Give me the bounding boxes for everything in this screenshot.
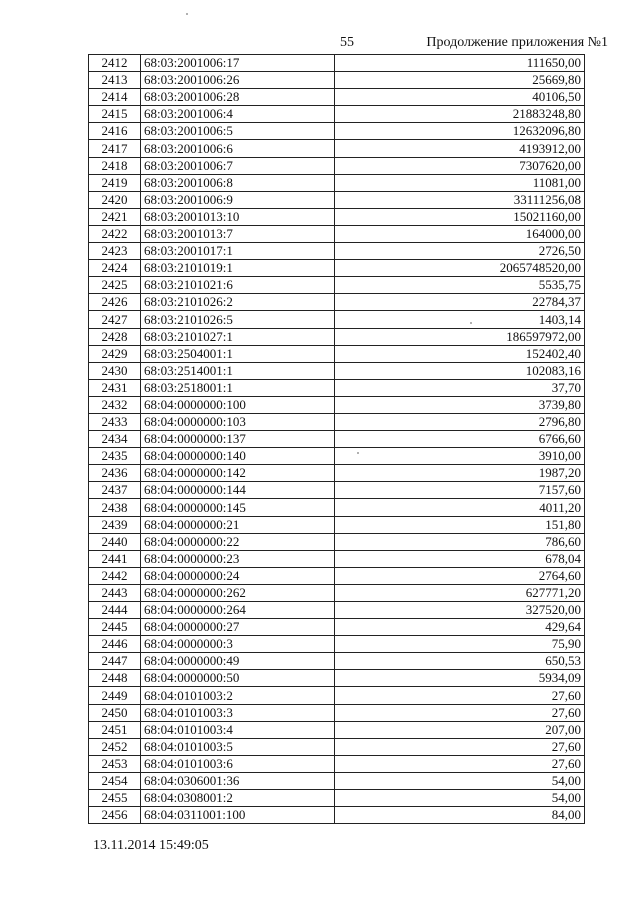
cadastral-value-cell: 11081,00 [335,174,585,191]
table-row [89,619,585,636]
row-number-cell: 2431 [89,379,141,396]
table-row [89,413,585,430]
row-number-cell: 2453 [89,755,141,772]
cadastral-number-cell: 68:04:0000000:137 [141,431,335,448]
table-row [89,174,585,191]
cadastral-value-cell: 2065748520,00 [335,260,585,277]
cadastral-number-cell: 68:04:0101003:6 [141,755,335,772]
cadastral-value-cell: 12632096,80 [335,123,585,140]
cadastral-number-cell: 68:03:2001006:8 [141,174,335,191]
cadastral-number-cell: 68:03:2001013:10 [141,208,335,225]
row-number-cell: 2439 [89,516,141,533]
table-row [89,208,585,225]
cadastral-value-cell: 54,00 [335,772,585,789]
table-row [89,328,585,345]
table-row [89,670,585,687]
cadastral-value-cell: 75,90 [335,636,585,653]
cadastral-value-cell: 4193912,00 [335,140,585,157]
table-row [89,584,585,601]
cadastral-value-cell: 151,80 [335,516,585,533]
row-number-cell: 2420 [89,191,141,208]
cadastral-value-cell: 37,70 [335,379,585,396]
table-row [89,636,585,653]
table-row [89,294,585,311]
row-number-cell: 2448 [89,670,141,687]
row-number-cell: 2423 [89,243,141,260]
table-row [89,772,585,789]
row-number-cell: 2441 [89,550,141,567]
row-number-cell: 2435 [89,448,141,465]
cadastral-number-cell: 68:04:0000000:49 [141,653,335,670]
cadastral-value-cell: 2796,80 [335,413,585,430]
row-number-cell: 2428 [89,328,141,345]
table-row [89,277,585,294]
row-number-cell: 2452 [89,738,141,755]
cadastral-number-cell: 68:04:0101003:2 [141,687,335,704]
table-row [89,738,585,755]
row-number-cell: 2419 [89,174,141,191]
cadastral-value-cell: 84,00 [335,807,585,824]
cadastral-number-cell: 68:04:0000000:24 [141,567,335,584]
cadastral-number-cell: 68:04:0101003:4 [141,721,335,738]
page-number: 55 [340,35,354,50]
row-number-cell: 2429 [89,345,141,362]
table-row [89,379,585,396]
row-number-cell: 2425 [89,277,141,294]
cadastral-value-cell: 164000,00 [335,225,585,242]
cadastral-value-cell: 22784,37 [335,294,585,311]
table-row [89,567,585,584]
cadastral-number-cell: 68:04:0000000:50 [141,670,335,687]
cadastral-number-cell: 68:04:0000000:262 [141,584,335,601]
row-number-cell: 2418 [89,157,141,174]
cadastral-number-cell: 68:04:0000000:23 [141,550,335,567]
cadastral-value-cell: 3910,00 [335,448,585,465]
cadastral-value-cell: 152402,40 [335,345,585,362]
appendix-title: Продолжение приложения №1 [426,35,608,50]
cadastral-number-cell: 68:04:0000000:27 [141,619,335,636]
table-row [89,704,585,721]
cadastral-value-cell: 429,64 [335,619,585,636]
cadastral-value-cell: 27,60 [335,687,585,704]
row-number-cell: 2415 [89,106,141,123]
row-number-cell: 2455 [89,790,141,807]
table-row [89,465,585,482]
row-number-cell: 2430 [89,362,141,379]
row-number-cell: 2421 [89,208,141,225]
cadastral-number-cell: 68:03:2001017:1 [141,243,335,260]
table-row [89,311,585,328]
row-number-cell: 2444 [89,602,141,619]
cadastral-value-cell: 1987,20 [335,465,585,482]
table-row [89,89,585,106]
cadastral-number-cell: 68:03:2101026:2 [141,294,335,311]
cadastral-number-cell: 68:03:2001006:9 [141,191,335,208]
cadastral-number-cell: 68:04:0000000:21 [141,516,335,533]
cadastral-value-table [88,54,585,824]
cadastral-number-cell: 68:03:2001006:5 [141,123,335,140]
cadastral-number-cell: 68:04:0000000:145 [141,499,335,516]
cadastral-number-cell: 68:03:2001006:26 [141,72,335,89]
cadastral-value-cell: 5535,75 [335,277,585,294]
cadastral-value-cell: 650,53 [335,653,585,670]
cadastral-number-cell: 68:04:0000000:142 [141,465,335,482]
cadastral-number-cell: 68:03:2101026:5 [141,311,335,328]
row-number-cell: 2417 [89,140,141,157]
print-timestamp: 13.11.2014 15:49:05 [93,838,209,853]
table-row [89,123,585,140]
table-row [89,345,585,362]
cadastral-value-cell: 21883248,80 [335,106,585,123]
row-number-cell: 2434 [89,431,141,448]
table-row [89,225,585,242]
cadastral-value-cell: 27,60 [335,755,585,772]
row-number-cell: 2447 [89,653,141,670]
cadastral-value-cell: 2726,50 [335,243,585,260]
table-row [89,55,585,72]
cadastral-number-cell: 68:03:2504001:1 [141,345,335,362]
cadastral-number-cell: 68:04:0000000:264 [141,602,335,619]
cadastral-number-cell: 68:04:0000000:100 [141,396,335,413]
row-number-cell: 2416 [89,123,141,140]
cadastral-number-cell: 68:04:0311001:100 [141,807,335,824]
table-row [89,106,585,123]
row-number-cell: 2443 [89,584,141,601]
row-number-cell: 2456 [89,807,141,824]
row-number-cell: 2436 [89,465,141,482]
cadastral-value-cell: 1403,14 [335,311,585,328]
row-number-cell: 2437 [89,482,141,499]
cadastral-value-cell: 186597972,00 [335,328,585,345]
row-number-cell: 2445 [89,619,141,636]
table-row [89,602,585,619]
cadastral-number-cell: 68:04:0101003:5 [141,738,335,755]
table-row [89,653,585,670]
cadastral-value-cell: 2764,60 [335,567,585,584]
row-number-cell: 2433 [89,413,141,430]
cadastral-value-cell: 207,00 [335,721,585,738]
cadastral-value-cell: 5934,09 [335,670,585,687]
cadastral-value-cell: 27,60 [335,704,585,721]
table-row [89,191,585,208]
cadastral-number-cell: 68:04:0101003:3 [141,704,335,721]
table-row [89,243,585,260]
cadastral-value-cell: 27,60 [335,738,585,755]
row-number-cell: 2424 [89,260,141,277]
table-row [89,72,585,89]
cadastral-number-cell: 68:03:2001013:7 [141,225,335,242]
cadastral-value-cell: 678,04 [335,550,585,567]
table-row [89,431,585,448]
row-number-cell: 2427 [89,311,141,328]
cadastral-value-cell: 7307620,00 [335,157,585,174]
cadastral-value-cell: 7157,60 [335,482,585,499]
table-row [89,721,585,738]
row-number-cell: 2450 [89,704,141,721]
cadastral-number-cell: 68:04:0306001:36 [141,772,335,789]
cadastral-number-cell: 68:03:2101021:6 [141,277,335,294]
cadastral-value-cell: 3739,80 [335,396,585,413]
row-number-cell: 2451 [89,721,141,738]
table-row [89,755,585,772]
cadastral-number-cell: 68:04:0000000:103 [141,413,335,430]
cadastral-value-cell: 102083,16 [335,362,585,379]
cadastral-number-cell: 68:03:2001006:28 [141,89,335,106]
table-row [89,396,585,413]
row-number-cell: 2426 [89,294,141,311]
table-row [89,260,585,277]
row-number-cell: 2440 [89,533,141,550]
table-row [89,140,585,157]
cadastral-number-cell: 68:03:2518001:1 [141,379,335,396]
cadastral-value-cell: 6766,60 [335,431,585,448]
cadastral-value-cell: 54,00 [335,790,585,807]
row-number-cell: 2422 [89,225,141,242]
table-row [89,362,585,379]
row-number-cell: 2412 [89,55,141,72]
cadastral-number-cell: 68:03:2101019:1 [141,260,335,277]
row-number-cell: 2413 [89,72,141,89]
table-row [89,499,585,516]
cadastral-number-cell: 68:03:2514001:1 [141,362,335,379]
cadastral-value-cell: 111650,00 [335,55,585,72]
cadastral-value-cell: 327520,00 [335,602,585,619]
table-row [89,516,585,533]
cadastral-number-cell: 68:03:2001006:7 [141,157,335,174]
cadastral-number-cell: 68:03:2001006:17 [141,55,335,72]
cadastral-number-cell: 68:04:0308001:2 [141,790,335,807]
table-row [89,157,585,174]
table-row [89,687,585,704]
table-row [89,448,585,465]
row-number-cell: 2446 [89,636,141,653]
row-number-cell: 2438 [89,499,141,516]
table-row [89,807,585,824]
cadastral-number-cell: 68:03:2001006:4 [141,106,335,123]
row-number-cell: 2449 [89,687,141,704]
cadastral-value-cell: 627771,20 [335,584,585,601]
cadastral-value-cell: 33111256,08 [335,191,585,208]
cadastral-number-cell: 68:04:0000000:22 [141,533,335,550]
table-row [89,533,585,550]
cadastral-value-cell: 25669,80 [335,72,585,89]
cadastral-number-cell: 68:04:0000000:144 [141,482,335,499]
cadastral-number-cell: 68:04:0000000:3 [141,636,335,653]
table-row [89,790,585,807]
cadastral-number-cell: 68:04:0000000:140 [141,448,335,465]
cadastral-value-cell: 15021160,00 [335,208,585,225]
table-body [89,55,585,824]
cadastral-number-cell: 68:03:2001006:6 [141,140,335,157]
row-number-cell: 2432 [89,396,141,413]
cadastral-value-cell: 4011,20 [335,499,585,516]
row-number-cell: 2442 [89,567,141,584]
cadastral-value-cell: 40106,50 [335,89,585,106]
table-row [89,482,585,499]
cadastral-value-cell: 786,60 [335,533,585,550]
cadastral-number-cell: 68:03:2101027:1 [141,328,335,345]
scan-speck [186,13,188,15]
table-row [89,550,585,567]
row-number-cell: 2414 [89,89,141,106]
row-number-cell: 2454 [89,772,141,789]
